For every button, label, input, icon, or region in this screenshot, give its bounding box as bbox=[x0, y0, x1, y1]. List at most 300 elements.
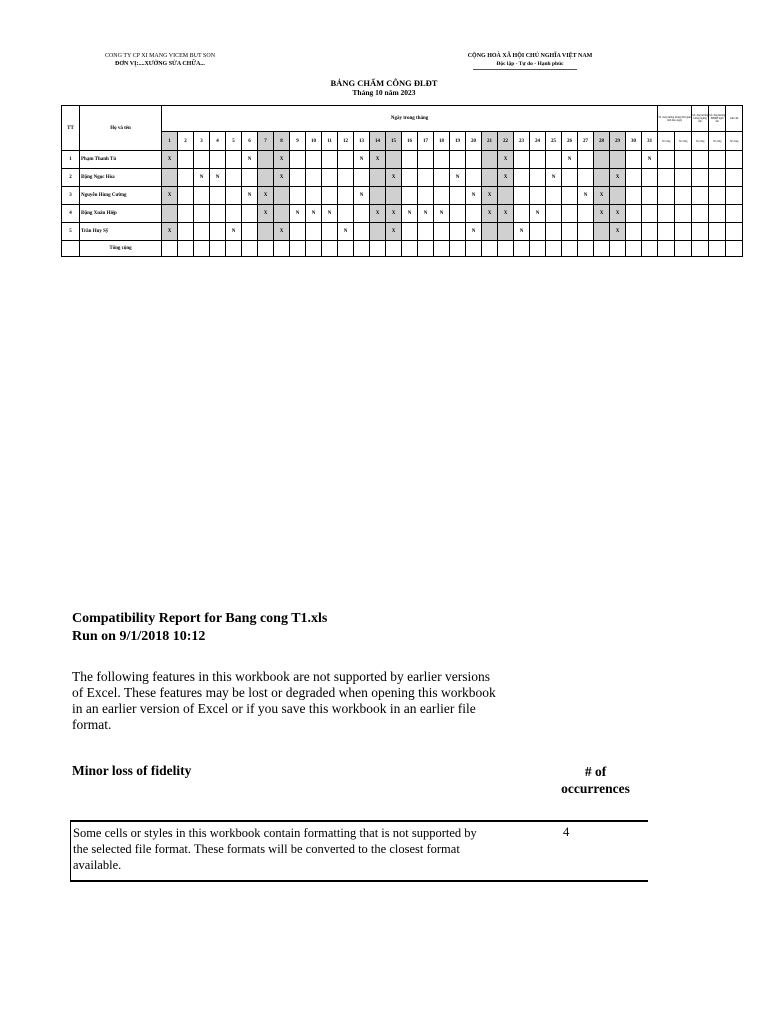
day-header: 4 bbox=[210, 132, 226, 151]
day-header: 27 bbox=[578, 132, 594, 151]
day-header: 5 bbox=[226, 132, 242, 151]
attendance-cell bbox=[210, 205, 226, 223]
day-header: 6 bbox=[242, 132, 258, 151]
day-header: 1 bbox=[162, 132, 178, 151]
attendance-cell bbox=[594, 223, 610, 241]
day-header: 29 bbox=[610, 132, 626, 151]
attendance-cell bbox=[194, 151, 210, 169]
total-cell bbox=[290, 241, 306, 257]
occurrences-header-line1: # of bbox=[584, 764, 607, 779]
attendance-cell bbox=[338, 187, 354, 205]
day-header: 8 bbox=[274, 132, 290, 151]
attendance-cell: X bbox=[610, 205, 626, 223]
attendance-cell bbox=[226, 187, 242, 205]
attendance-cell: N bbox=[306, 205, 322, 223]
attendance-cell bbox=[402, 169, 418, 187]
summary-cell bbox=[675, 205, 692, 223]
attendance-cell: X bbox=[386, 169, 402, 187]
report-description: The following features in this workbook are not supported by earlier versions of Excel. These features may be lost or degraded when opening this workbook in an earlier version of Excel or if you save this workbook in an earlier file format. bbox=[72, 669, 496, 732]
attendance-cell bbox=[306, 223, 322, 241]
attendance-cell: N bbox=[226, 223, 242, 241]
attendance-cell bbox=[514, 169, 530, 187]
total-cell bbox=[226, 241, 242, 257]
attendance-cell: X bbox=[594, 187, 610, 205]
attendance-cell bbox=[578, 223, 594, 241]
timesheet-table bbox=[61, 105, 743, 257]
attendance-cell bbox=[306, 169, 322, 187]
attendance-cell bbox=[418, 151, 434, 169]
attendance-cell: X bbox=[370, 151, 386, 169]
attendance-cell: X bbox=[482, 205, 498, 223]
total-cell bbox=[709, 241, 726, 257]
attendance-cell: X bbox=[610, 169, 626, 187]
attendance-cell bbox=[466, 169, 482, 187]
attendance-cell: X bbox=[162, 151, 178, 169]
attendance-cell: N bbox=[242, 151, 258, 169]
attendance-cell: X bbox=[594, 205, 610, 223]
attendance-cell bbox=[642, 223, 658, 241]
total-cell bbox=[194, 241, 210, 257]
col-days-header: Ngày trong tháng bbox=[162, 106, 658, 132]
employee-row bbox=[62, 151, 743, 169]
total-cell bbox=[338, 241, 354, 257]
total-cell bbox=[322, 241, 338, 257]
attendance-cell bbox=[178, 187, 194, 205]
day-header: 25 bbox=[546, 132, 562, 151]
attendance-cell bbox=[274, 187, 290, 205]
summary-cell bbox=[709, 169, 726, 187]
summary-cell bbox=[726, 151, 743, 169]
attendance-cell bbox=[322, 169, 338, 187]
attendance-cell bbox=[354, 205, 370, 223]
summary-cell bbox=[692, 223, 709, 241]
total-cell bbox=[610, 241, 626, 257]
employee-name: Nguyễn Hùng Cường bbox=[80, 187, 162, 205]
attendance-cell bbox=[274, 205, 290, 223]
total-cell bbox=[578, 241, 594, 257]
occurrences-header bbox=[548, 763, 643, 797]
attendance-cell: X bbox=[482, 187, 498, 205]
employee-name: Đặng Ngọc Hòa bbox=[80, 169, 162, 187]
attendance-cell bbox=[578, 169, 594, 187]
attendance-cell bbox=[546, 205, 562, 223]
attendance-cell bbox=[322, 151, 338, 169]
attendance-cell: N bbox=[434, 205, 450, 223]
attendance-cell bbox=[194, 223, 210, 241]
attendance-cell: N bbox=[642, 151, 658, 169]
attendance-cell: N bbox=[210, 169, 226, 187]
attendance-cell bbox=[530, 223, 546, 241]
total-label: Tổng cộng bbox=[80, 241, 162, 257]
attendance-cell bbox=[610, 187, 626, 205]
summary-cell bbox=[675, 151, 692, 169]
attendance-cell bbox=[402, 187, 418, 205]
attendance-cell bbox=[242, 223, 258, 241]
summary-cell bbox=[709, 187, 726, 205]
day-header: 15 bbox=[386, 132, 402, 151]
row-tt: 3 bbox=[62, 187, 80, 205]
unit-name: ĐƠN VỊ:....XƯỞNG SỬA CHỮA... bbox=[115, 61, 205, 67]
sheet-subtitle: Tháng 10 năm 2023 bbox=[352, 88, 416, 97]
attendance-cell bbox=[354, 169, 370, 187]
attendance-cell bbox=[210, 187, 226, 205]
total-cell bbox=[626, 241, 642, 257]
attendance-cell: X bbox=[274, 223, 290, 241]
attendance-cell bbox=[194, 187, 210, 205]
attendance-cell bbox=[370, 169, 386, 187]
day-header: 12 bbox=[338, 132, 354, 151]
attendance-cell bbox=[578, 151, 594, 169]
attendance-cell: X bbox=[274, 169, 290, 187]
attendance-cell bbox=[434, 151, 450, 169]
national-motto: Độc lập - Tự do - Hạnh phúc bbox=[496, 61, 564, 67]
attendance-cell bbox=[178, 205, 194, 223]
total-cell bbox=[642, 241, 658, 257]
attendance-cell bbox=[626, 205, 642, 223]
total-cell bbox=[354, 241, 370, 257]
attendance-cell bbox=[306, 187, 322, 205]
attendance-cell bbox=[450, 151, 466, 169]
attendance-cell bbox=[482, 169, 498, 187]
total-cell bbox=[274, 241, 290, 257]
attendance-cell bbox=[626, 151, 642, 169]
total-cell bbox=[514, 241, 530, 257]
attendance-cell bbox=[498, 187, 514, 205]
summary-cell bbox=[675, 223, 692, 241]
attendance-cell: N bbox=[546, 169, 562, 187]
summary-cell bbox=[658, 187, 675, 205]
attendance-cell bbox=[258, 223, 274, 241]
summary-cell bbox=[658, 223, 675, 241]
company-name: CONG TY CP XI MANG VICEM BUT SON bbox=[104, 53, 216, 59]
attendance-cell bbox=[370, 187, 386, 205]
issue-count: 4 bbox=[563, 825, 570, 839]
employee-row bbox=[62, 169, 743, 187]
attendance-cell: X bbox=[162, 223, 178, 241]
attendance-cell bbox=[594, 151, 610, 169]
day-header: 9 bbox=[290, 132, 306, 151]
day-header: 20 bbox=[466, 132, 482, 151]
day-header: 14 bbox=[370, 132, 386, 151]
issue-row bbox=[70, 820, 648, 882]
attendance-cell bbox=[546, 187, 562, 205]
attendance-cell bbox=[338, 205, 354, 223]
attendance-cell: X bbox=[498, 151, 514, 169]
col-name-header: Họ và tên bbox=[80, 106, 162, 151]
attendance-cell bbox=[450, 223, 466, 241]
attendance-cell bbox=[450, 205, 466, 223]
attendance-cell: X bbox=[162, 187, 178, 205]
col-tt-header: TT bbox=[62, 106, 80, 151]
total-cell bbox=[162, 241, 178, 257]
attendance-cell bbox=[338, 151, 354, 169]
attendance-cell bbox=[226, 151, 242, 169]
occurrences-header-line2: occurrences bbox=[561, 781, 630, 796]
attendance-cell bbox=[418, 223, 434, 241]
row-tt: 5 bbox=[62, 223, 80, 241]
total-cell bbox=[258, 241, 274, 257]
summary-cell bbox=[658, 151, 675, 169]
issue-text: Some cells or styles in this workbook contain formatting that is not supported by the selected file format. These formats will be converted to the closest format available. bbox=[73, 826, 477, 872]
summary-cell bbox=[658, 169, 675, 187]
attendance-cell bbox=[418, 187, 434, 205]
attendance-cell bbox=[210, 223, 226, 241]
extra-header-3: Ghi chú bbox=[726, 106, 743, 132]
day-header: 26 bbox=[562, 132, 578, 151]
attendance-cell: N bbox=[242, 187, 258, 205]
attendance-cell bbox=[194, 205, 210, 223]
total-cell bbox=[434, 241, 450, 257]
day-header: 19 bbox=[450, 132, 466, 151]
attendance-cell bbox=[578, 205, 594, 223]
attendance-cell bbox=[482, 223, 498, 241]
row-tt: 4 bbox=[62, 205, 80, 223]
day-header: 31 bbox=[642, 132, 658, 151]
attendance-cell bbox=[290, 151, 306, 169]
summary-cell bbox=[675, 169, 692, 187]
attendance-cell bbox=[514, 151, 530, 169]
total-cell bbox=[675, 241, 692, 257]
extra-subheader: Số công bbox=[658, 132, 675, 151]
attendance-cell bbox=[626, 187, 642, 205]
day-header: 17 bbox=[418, 132, 434, 151]
summary-cell bbox=[709, 205, 726, 223]
attendance-cell bbox=[402, 151, 418, 169]
summary-cell bbox=[709, 223, 726, 241]
total-cell bbox=[418, 241, 434, 257]
attendance-cell bbox=[242, 169, 258, 187]
report-title bbox=[72, 610, 652, 646]
attendance-cell bbox=[322, 223, 338, 241]
day-header: 7 bbox=[258, 132, 274, 151]
attendance-cell: N bbox=[322, 205, 338, 223]
attendance-cell: X bbox=[386, 223, 402, 241]
attendance-cell: N bbox=[338, 223, 354, 241]
attendance-cell bbox=[450, 187, 466, 205]
attendance-cell bbox=[162, 205, 178, 223]
attendance-cell bbox=[626, 223, 642, 241]
total-cell bbox=[370, 241, 386, 257]
summary-cell bbox=[675, 187, 692, 205]
attendance-cell bbox=[466, 151, 482, 169]
report-run-date: Run on 9/1/2018 10:12 bbox=[72, 629, 206, 644]
header-row bbox=[62, 106, 743, 132]
summary-cell bbox=[726, 169, 743, 187]
attendance-cell bbox=[498, 223, 514, 241]
summary-cell bbox=[692, 169, 709, 187]
total-tt bbox=[62, 241, 80, 257]
summary-cell bbox=[726, 205, 743, 223]
day-header: 23 bbox=[514, 132, 530, 151]
row-tt: 1 bbox=[62, 151, 80, 169]
day-header: 10 bbox=[306, 132, 322, 151]
attendance-cell bbox=[642, 169, 658, 187]
attendance-cell bbox=[434, 169, 450, 187]
attendance-cell bbox=[290, 169, 306, 187]
attendance-cell: X bbox=[258, 187, 274, 205]
attendance-cell bbox=[226, 205, 242, 223]
employee-name: Trần Huy Sỹ bbox=[80, 223, 162, 241]
day-header: 3 bbox=[194, 132, 210, 151]
attendance-cell bbox=[594, 169, 610, 187]
total-cell bbox=[594, 241, 610, 257]
attendance-cell bbox=[530, 169, 546, 187]
attendance-cell bbox=[354, 223, 370, 241]
extra-header-1: Số công hưởng lương ngừng việc bbox=[692, 106, 709, 132]
attendance-cell bbox=[322, 187, 338, 205]
attendance-cell bbox=[290, 187, 306, 205]
attendance-cell: X bbox=[386, 205, 402, 223]
attendance-cell bbox=[562, 205, 578, 223]
total-cell bbox=[306, 241, 322, 257]
attendance-cell bbox=[626, 169, 642, 187]
summary-cell bbox=[709, 151, 726, 169]
attendance-cell bbox=[258, 169, 274, 187]
day-number-row bbox=[62, 132, 743, 151]
extra-subheader: Số công bbox=[709, 132, 726, 151]
day-header: 16 bbox=[402, 132, 418, 151]
total-cell bbox=[450, 241, 466, 257]
attendance-cell bbox=[178, 151, 194, 169]
attendance-cell: N bbox=[402, 205, 418, 223]
section-title: Minor loss of fidelity bbox=[72, 763, 192, 778]
attendance-cell bbox=[530, 151, 546, 169]
report-title-line1: Compatibility Report for Bang cong T1.xls bbox=[72, 611, 328, 626]
attendance-cell: N bbox=[562, 151, 578, 169]
company-header bbox=[90, 52, 230, 68]
total-cell bbox=[466, 241, 482, 257]
attendance-cell bbox=[386, 151, 402, 169]
attendance-cell bbox=[162, 169, 178, 187]
day-header: 11 bbox=[322, 132, 338, 151]
attendance-cell bbox=[242, 205, 258, 223]
attendance-cell bbox=[482, 151, 498, 169]
attendance-cell: N bbox=[466, 223, 482, 241]
attendance-cell: X bbox=[370, 205, 386, 223]
total-cell bbox=[562, 241, 578, 257]
attendance-cell: N bbox=[354, 151, 370, 169]
employee-row bbox=[62, 205, 743, 223]
attendance-cell: N bbox=[194, 169, 210, 187]
attendance-cell bbox=[258, 151, 274, 169]
attendance-cell: N bbox=[514, 223, 530, 241]
attendance-cell bbox=[514, 205, 530, 223]
attendance-cell bbox=[562, 223, 578, 241]
total-cell bbox=[658, 241, 675, 257]
motto-underline bbox=[473, 69, 577, 70]
summary-cell bbox=[692, 205, 709, 223]
national-title: CỘNG HOÀ XÃ HỘI CHỦ NGHĨA VIỆT NAM bbox=[467, 53, 593, 59]
summary-cell bbox=[692, 187, 709, 205]
employee-row bbox=[62, 187, 743, 205]
attendance-cell bbox=[210, 151, 226, 169]
total-cell bbox=[402, 241, 418, 257]
attendance-cell: X bbox=[274, 151, 290, 169]
total-cell bbox=[482, 241, 498, 257]
attendance-cell bbox=[178, 223, 194, 241]
attendance-cell bbox=[370, 223, 386, 241]
attendance-cell bbox=[642, 205, 658, 223]
total-cell bbox=[386, 241, 402, 257]
summary-cell bbox=[726, 187, 743, 205]
attendance-cell: N bbox=[466, 187, 482, 205]
attendance-cell bbox=[418, 169, 434, 187]
day-header: 24 bbox=[530, 132, 546, 151]
extra-header-0: Số công hưởng lương thời gian tính theo ngày bbox=[658, 106, 692, 132]
attendance-cell bbox=[546, 223, 562, 241]
employee-row bbox=[62, 223, 743, 241]
attendance-cell bbox=[514, 187, 530, 205]
attendance-cell bbox=[290, 223, 306, 241]
attendance-cell: X bbox=[610, 223, 626, 241]
attendance-cell: N bbox=[354, 187, 370, 205]
attendance-cell: N bbox=[450, 169, 466, 187]
employee-name: Đặng Xuân Hiệp bbox=[80, 205, 162, 223]
employee-name: Phạm Thanh Tú bbox=[80, 151, 162, 169]
attendance-cell: X bbox=[258, 205, 274, 223]
attendance-cell bbox=[530, 187, 546, 205]
attendance-cell bbox=[434, 187, 450, 205]
attendance-cell: N bbox=[290, 205, 306, 223]
attendance-cell bbox=[402, 223, 418, 241]
attendance-cell bbox=[178, 169, 194, 187]
extra-subheader: Số công bbox=[692, 132, 709, 151]
row-tt: 2 bbox=[62, 169, 80, 187]
attendance-cell bbox=[610, 151, 626, 169]
total-cell bbox=[692, 241, 709, 257]
attendance-cell bbox=[562, 169, 578, 187]
attendance-cell: N bbox=[418, 205, 434, 223]
day-header: 22 bbox=[498, 132, 514, 151]
attendance-cell bbox=[226, 169, 242, 187]
attendance-cell bbox=[562, 187, 578, 205]
sheet-title: BẢNG CHẤM CÔNG ĐLĐT bbox=[330, 78, 438, 88]
total-cell bbox=[210, 241, 226, 257]
total-cell bbox=[726, 241, 743, 257]
attendance-cell bbox=[306, 151, 322, 169]
total-cell bbox=[530, 241, 546, 257]
attendance-cell: N bbox=[530, 205, 546, 223]
attendance-cell bbox=[546, 151, 562, 169]
total-cell bbox=[498, 241, 514, 257]
attendance-cell bbox=[338, 169, 354, 187]
total-cell bbox=[178, 241, 194, 257]
extra-subheader: Số công bbox=[726, 132, 743, 151]
attendance-cell: X bbox=[498, 169, 514, 187]
attendance-cell bbox=[466, 205, 482, 223]
total-row bbox=[62, 241, 743, 257]
day-header: 2 bbox=[178, 132, 194, 151]
attendance-cell: N bbox=[578, 187, 594, 205]
total-cell bbox=[546, 241, 562, 257]
extra-subheader: Số công bbox=[675, 132, 692, 151]
attendance-cell bbox=[642, 187, 658, 205]
day-header: 30 bbox=[626, 132, 642, 151]
summary-cell bbox=[726, 223, 743, 241]
attendance-cell bbox=[434, 223, 450, 241]
day-header: 18 bbox=[434, 132, 450, 151]
day-header: 28 bbox=[594, 132, 610, 151]
extra-header-2: Số công hưởng BHXH nghỉ ốm bbox=[709, 106, 726, 132]
summary-cell bbox=[658, 205, 675, 223]
day-header: 21 bbox=[482, 132, 498, 151]
attendance-cell: X bbox=[498, 205, 514, 223]
day-header: 13 bbox=[354, 132, 370, 151]
attendance-cell bbox=[386, 187, 402, 205]
total-cell bbox=[242, 241, 258, 257]
national-header bbox=[440, 52, 620, 68]
summary-cell bbox=[692, 151, 709, 169]
